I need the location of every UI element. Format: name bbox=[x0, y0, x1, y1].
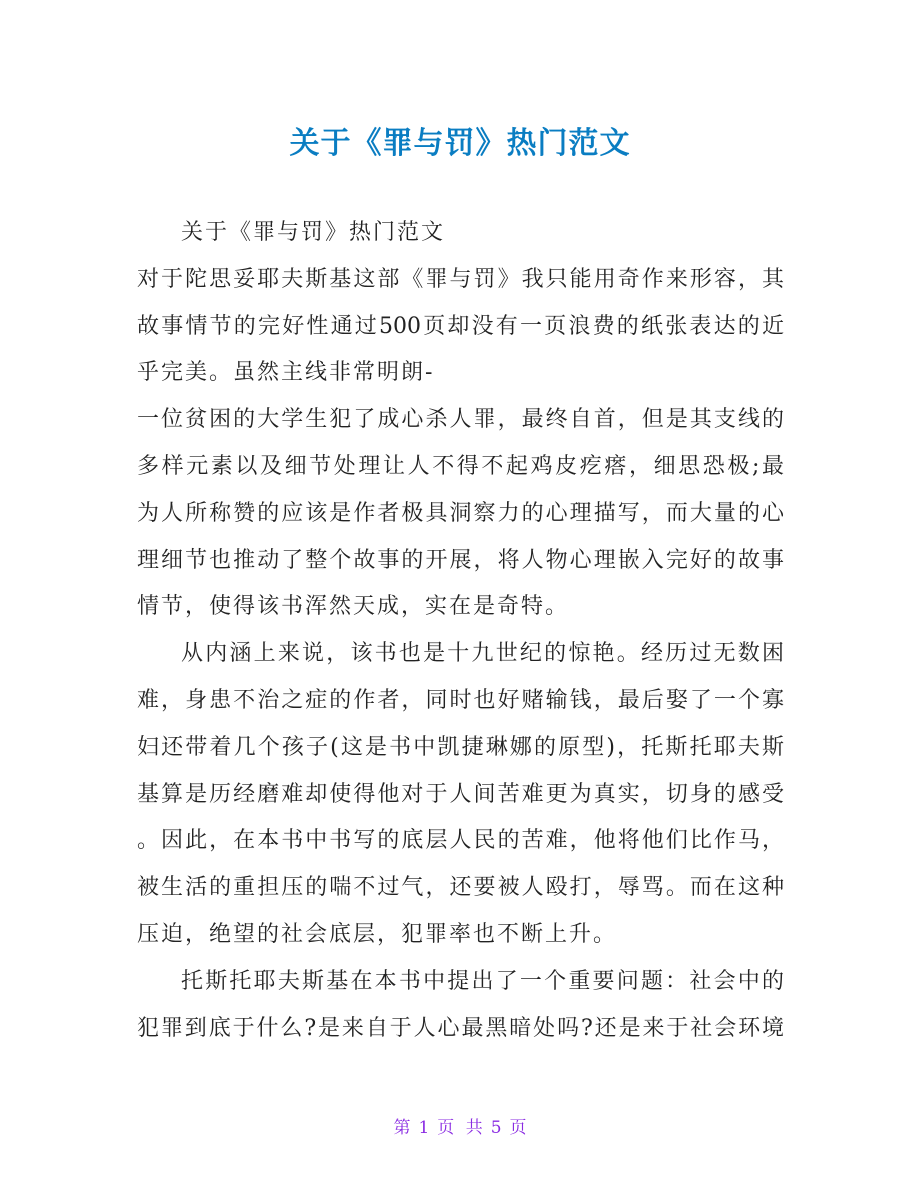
total-page-count: 5 bbox=[490, 1118, 502, 1138]
body-line: 难，身患不治之症的作者，同时也好赌输钱，最后娶了一个寡 bbox=[137, 687, 784, 713]
body-line: 基算是历经磨难却使得他对于人间苦难更为真实，切身的感受 bbox=[137, 781, 784, 807]
body-line: 对于陀思妥耶夫斯基这部《罪与罚》我只能用奇作来形容，其 bbox=[137, 266, 784, 292]
body-line: 犯罪到底于什么?是来自于人心最黑暗处吗?还是来于社会环境 bbox=[137, 1015, 784, 1041]
footer-prefix: 第 bbox=[393, 1118, 411, 1138]
page-footer bbox=[0, 1113, 920, 1138]
body-line: 故事情节的完好性通过500页却没有一页浪费的纸张表达的近 bbox=[137, 313, 784, 339]
body-line: 被生活的重担压的喘不过气，还要被人殴打，辱骂。而在这种 bbox=[137, 875, 784, 901]
document-body bbox=[137, 210, 784, 1052]
body-line: 。因此，在本书中书写的底层人民的苦难，他将他们比作马， bbox=[137, 828, 784, 854]
body-line: 妇还带着几个孩子(这是书中凯捷琳娜的原型)，托斯托耶夫斯 bbox=[137, 734, 784, 760]
body-line: 从内涵上来说，该书也是十九世纪的惊艳。经历过无数困 bbox=[181, 641, 784, 667]
body-line: 理细节也推动了整个故事的开展，将人物心理嵌入完好的故事 bbox=[137, 547, 784, 573]
body-line: 多样元素以及细节处理让人不得不起鸡皮疙瘩，细思恐极;最 bbox=[137, 453, 784, 479]
document-title: 关于《罪与罚》热门范文 bbox=[289, 126, 631, 161]
footer-middle: 页 共 bbox=[437, 1118, 483, 1138]
body-line: 为人所称赞的应该是作者极具洞察力的心理描写，而大量的心 bbox=[137, 500, 784, 526]
current-page-number: 1 bbox=[418, 1118, 430, 1138]
body-line: 关于《罪与罚》热门范文 bbox=[181, 220, 446, 245]
body-line: 一位贫困的大学生犯了成心杀人罪，最终自首，但是其支线的 bbox=[137, 407, 784, 433]
body-line: 情节，使得该书浑然天成，实在是奇特。 bbox=[137, 594, 570, 620]
body-line: 乎完美。虽然主线非常明朗- bbox=[137, 360, 435, 386]
body-line: 托斯托耶夫斯基在本书中提出了一个重要问题：社会中的 bbox=[181, 968, 784, 994]
body-line: 压迫，绝望的社会底层，犯罪率也不断上升。 bbox=[137, 921, 618, 947]
footer-suffix: 页 bbox=[509, 1118, 527, 1138]
